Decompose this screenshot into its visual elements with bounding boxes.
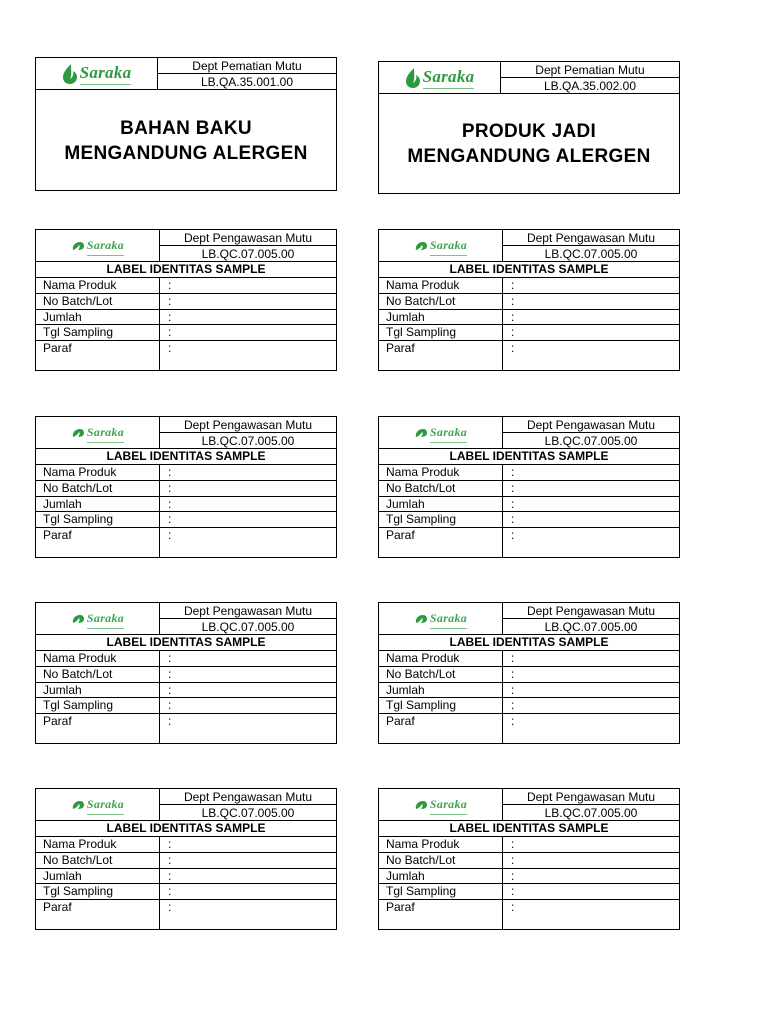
field-value-product-name: : [503,278,679,294]
field-label-batch: No Batch/Lot [379,481,502,497]
brand-wordmark: Saraka [429,424,468,439]
label-title: LABEL IDENTITAS SAMPLE [379,262,679,278]
field-label-initials: Paraf [43,900,72,915]
document-code: LB.QC.07.005.00 [503,618,679,634]
field-label-product-name: Nama Produk [36,278,159,294]
leaf-drop-icon [62,63,78,85]
field-value-sampling-date: : [503,698,679,714]
label-title: LABEL IDENTITAS SAMPLE [379,635,679,651]
saraka-logo [414,795,467,815]
leaf-drop-icon [71,800,85,810]
field-value-quantity: : [160,497,336,513]
logo-cell [379,62,501,93]
leaf-drop-icon [71,428,85,438]
label-title: LABEL IDENTITAS SAMPLE [36,262,336,278]
field-label-initials: Paraf [386,528,415,543]
label-title: BAHAN BAKU MENGANDUNG ALERGEN [64,117,308,164]
saraka-logo [71,795,124,815]
field-value-product-name: : [503,651,679,667]
field-value-quantity: : [503,683,679,699]
field-label-product-name: Nama Produk [379,651,502,667]
logo-cell [36,603,160,634]
dept-name: Dept Pematian Mutu [535,62,645,77]
field-label-batch: No Batch/Lot [36,294,159,310]
field-value-batch: : [503,481,679,497]
saraka-logo [71,609,124,629]
brand-wordmark: Saraka [86,424,125,439]
leaf-drop-icon [414,614,428,624]
sample-identity-label [35,602,337,744]
brand-wordmark: Saraka [79,62,132,82]
brand-wordmark: Saraka [422,66,475,86]
field-value-initials: : [168,900,172,915]
field-value-quantity: : [503,310,679,326]
label-title: LABEL IDENTITAS SAMPLE [36,635,336,651]
field-value-batch: : [503,667,679,683]
sample-identity-label [35,229,337,371]
dept-name: Dept Pengawasan Mutu [526,789,656,804]
field-value-initials: : [511,900,515,915]
field-value-quantity: : [160,683,336,699]
dept-name: Dept Pengawasan Mutu [183,417,313,432]
sample-identity-label [378,788,680,930]
field-label-initials: Paraf [386,900,415,915]
document-code: LB.QC.07.005.00 [160,432,336,448]
document-code: LB.QA.35.001.00 [158,73,336,89]
field-label-product-name: Nama Produk [379,278,502,294]
label-header [36,417,336,449]
field-label-initials: Paraf [386,714,415,729]
field-label-initials: Paraf [386,341,415,356]
logo-cell [379,789,503,820]
brand-wordmark: Saraka [86,610,125,625]
field-label-sampling-date: Tgl Sampling [36,512,159,528]
leaf-drop-icon [414,800,428,810]
sample-identity-label [378,229,680,371]
brand-wordmark: Saraka [429,796,468,811]
label-header [379,62,679,94]
field-value-batch: : [160,294,336,310]
field-label-quantity: Jumlah [379,497,502,513]
logo-cell [379,230,503,261]
field-label-sampling-date: Tgl Sampling [36,325,159,341]
field-label-quantity: Jumlah [379,310,502,326]
field-value-quantity: : [503,497,679,513]
field-value-batch: : [160,481,336,497]
label-title: LABEL IDENTITAS SAMPLE [36,449,336,465]
brand-wordmark: Saraka [429,610,468,625]
label-header [36,58,336,90]
sample-identity-label [35,416,337,558]
field-label-initials: Paraf [43,714,72,729]
leaf-drop-icon [414,428,428,438]
logo-cell [379,417,503,448]
field-label-sampling-date: Tgl Sampling [36,884,159,900]
dept-name: Dept Pengawasan Mutu [526,603,656,618]
brand-wordmark: Saraka [86,796,125,811]
leaf-drop-icon [405,67,421,89]
brand-wordmark: Saraka [429,237,468,252]
field-value-initials: : [168,341,172,356]
saraka-logo [71,423,124,443]
logo-cell [36,417,160,448]
label-header [379,417,679,449]
field-value-sampling-date: : [503,325,679,341]
label-title: LABEL IDENTITAS SAMPLE [379,449,679,465]
leaf-drop-icon [71,241,85,251]
field-label-initials: Paraf [43,528,72,543]
dept-name: Dept Pengawasan Mutu [183,789,313,804]
dept-name: Dept Pengawasan Mutu [526,230,656,245]
label-title: LABEL IDENTITAS SAMPLE [36,821,336,837]
logo-cell [36,789,160,820]
field-label-batch: No Batch/Lot [36,853,159,869]
document-code: LB.QA.35.002.00 [501,77,679,93]
field-value-batch: : [503,294,679,310]
field-value-initials: : [168,528,172,543]
label-header [379,603,679,635]
sample-identity-label [378,602,680,744]
brand-wordmark: Saraka [86,237,125,252]
document-code: LB.QC.07.005.00 [503,804,679,820]
field-label-quantity: Jumlah [379,683,502,699]
field-value-sampling-date: : [160,698,336,714]
field-label-sampling-date: Tgl Sampling [379,512,502,528]
field-value-sampling-date: : [503,884,679,900]
field-value-batch: : [160,853,336,869]
field-label-quantity: Jumlah [36,683,159,699]
field-value-initials: : [511,714,515,729]
field-label-product-name: Nama Produk [379,465,502,481]
document-code: LB.QC.07.005.00 [160,245,336,261]
sample-identity-label [378,416,680,558]
field-value-quantity: : [160,310,336,326]
document-code: LB.QC.07.005.00 [503,432,679,448]
label-title: LABEL IDENTITAS SAMPLE [379,821,679,837]
field-label-quantity: Jumlah [36,869,159,885]
label-header [379,789,679,821]
label-title: PRODUK JADI MENGANDUNG ALERGEN [407,121,651,167]
field-value-quantity: : [503,869,679,885]
field-label-batch: No Batch/Lot [36,667,159,683]
allergen-label-raw-material [35,57,337,191]
field-label-batch: No Batch/Lot [379,294,502,310]
field-value-product-name: : [503,465,679,481]
field-label-product-name: Nama Produk [379,837,502,853]
label-header [36,789,336,821]
field-value-sampling-date: : [160,325,336,341]
field-value-product-name: : [503,837,679,853]
label-header [36,230,336,262]
field-value-batch: : [160,667,336,683]
document-code: LB.QC.07.005.00 [160,804,336,820]
field-label-product-name: Nama Produk [36,651,159,667]
field-label-quantity: Jumlah [36,497,159,513]
field-value-product-name: : [160,837,336,853]
saraka-logo [414,236,467,256]
leaf-drop-icon [414,241,428,251]
logo-cell [36,230,160,261]
field-value-product-name: : [160,651,336,667]
dept-name: Dept Pengawasan Mutu [526,417,656,432]
saraka-logo [62,63,132,85]
document-code: LB.QC.07.005.00 [503,245,679,261]
logo-cell [379,603,503,634]
logo-cell [36,58,158,89]
field-value-initials: : [511,341,515,356]
field-label-sampling-date: Tgl Sampling [379,698,502,714]
field-label-batch: No Batch/Lot [36,481,159,497]
field-label-product-name: Nama Produk [36,837,159,853]
label-header [36,603,336,635]
dept-name: Dept Pengawasan Mutu [183,603,313,618]
leaf-drop-icon [71,614,85,624]
saraka-logo [414,423,467,443]
field-value-initials: : [511,528,515,543]
field-value-sampling-date: : [503,512,679,528]
field-label-sampling-date: Tgl Sampling [36,698,159,714]
field-label-product-name: Nama Produk [36,465,159,481]
field-label-quantity: Jumlah [36,310,159,326]
field-label-sampling-date: Tgl Sampling [379,325,502,341]
field-value-product-name: : [160,278,336,294]
label-header [379,230,679,262]
field-label-sampling-date: Tgl Sampling [379,884,502,900]
field-value-sampling-date: : [160,512,336,528]
saraka-logo [71,236,124,256]
field-value-initials: : [168,714,172,729]
allergen-label-finished-product [378,61,680,194]
field-label-batch: No Batch/Lot [379,667,502,683]
field-value-quantity: : [160,869,336,885]
field-label-batch: No Batch/Lot [379,853,502,869]
document-code: LB.QC.07.005.00 [160,618,336,634]
field-value-sampling-date: : [160,884,336,900]
dept-name: Dept Pengawasan Mutu [183,230,313,245]
saraka-logo [414,609,467,629]
saraka-logo [405,67,475,89]
dept-name: Dept Pematian Mutu [192,58,302,73]
field-value-product-name: : [160,465,336,481]
field-value-batch: : [503,853,679,869]
field-label-initials: Paraf [43,341,72,356]
sample-identity-label [35,788,337,930]
field-label-quantity: Jumlah [379,869,502,885]
